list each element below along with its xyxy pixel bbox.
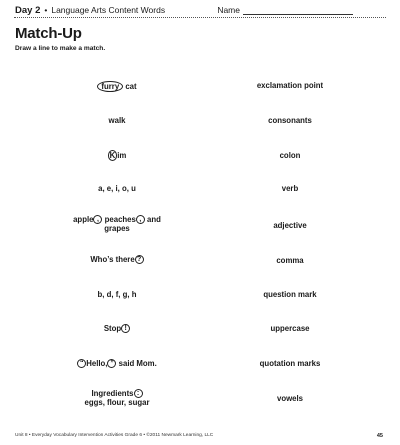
name-write-line[interactable] [243,5,353,15]
right-item[interactable]: adjective [273,221,307,230]
name-label: Name [217,5,240,15]
right-item[interactable]: consonants [268,116,312,125]
header-bullet: • [44,5,48,15]
right-item[interactable]: verb [281,184,299,193]
circled-letter: K [109,151,116,160]
circled-open-quote: “ [77,359,86,368]
left-item-consonant-list[interactable] [52,290,182,299]
left-item-hello[interactable] [52,359,182,368]
circled-close-quote: ” [107,359,116,368]
word: Who’s there [90,255,135,264]
circled-word: furry [97,81,123,92]
left-item-vowel-list[interactable] [52,184,182,193]
left-item-stop[interactable] [52,324,182,333]
circled-question-mark: ? [135,255,144,264]
page-header [15,3,385,17]
right-item[interactable]: question mark [263,290,317,299]
page-number: 45 [376,433,383,439]
word: b, d, f, g, h [97,290,137,299]
word: im [117,151,127,160]
word: and [147,215,161,224]
right-item[interactable]: vowels [276,394,303,403]
word: Hello, [86,359,108,368]
page-title: Match-Up [15,25,82,42]
word: grapes [104,224,130,234]
circled-comma: , [93,215,102,224]
word: said Mom. [118,359,157,368]
right-item[interactable]: colon [279,151,301,160]
word: apple [73,215,94,224]
circled-comma: , [136,215,145,224]
left-item-ingredients[interactable] [52,389,182,407]
instructions: Draw a line to make a match. [15,45,106,52]
right-item[interactable]: uppercase [270,324,310,333]
left-item-walk[interactable] [52,116,182,125]
word: Ingredients [91,389,134,398]
header-subtitle: Language Arts Content Words [51,5,166,15]
circled-colon: : [134,389,143,398]
dotted-divider [14,17,386,18]
word: a, e, i, o, u [98,184,136,193]
word: walk [108,116,126,125]
left-item-whos-there[interactable] [52,255,182,264]
right-item[interactable]: comma [276,256,304,265]
right-item[interactable]: exclamation point [256,81,324,90]
circled-exclamation: ! [121,324,130,333]
day-label: Day 2 [15,4,41,16]
left-item-fruit-list[interactable] [52,215,182,233]
right-item[interactable]: quotation marks [259,359,321,368]
left-item-kim[interactable] [52,150,182,161]
left-item-furry-cat[interactable] [52,81,182,92]
word: eggs, flour, sugar [84,398,150,408]
word: Stop [103,324,122,333]
footer-credit: Unit 8 • Everyday Vocabulary Intervention Activities Grade 6 • ©2011 Newmark Learning, LLC [15,433,214,438]
word: peaches [104,215,136,224]
word: cat [125,82,137,91]
